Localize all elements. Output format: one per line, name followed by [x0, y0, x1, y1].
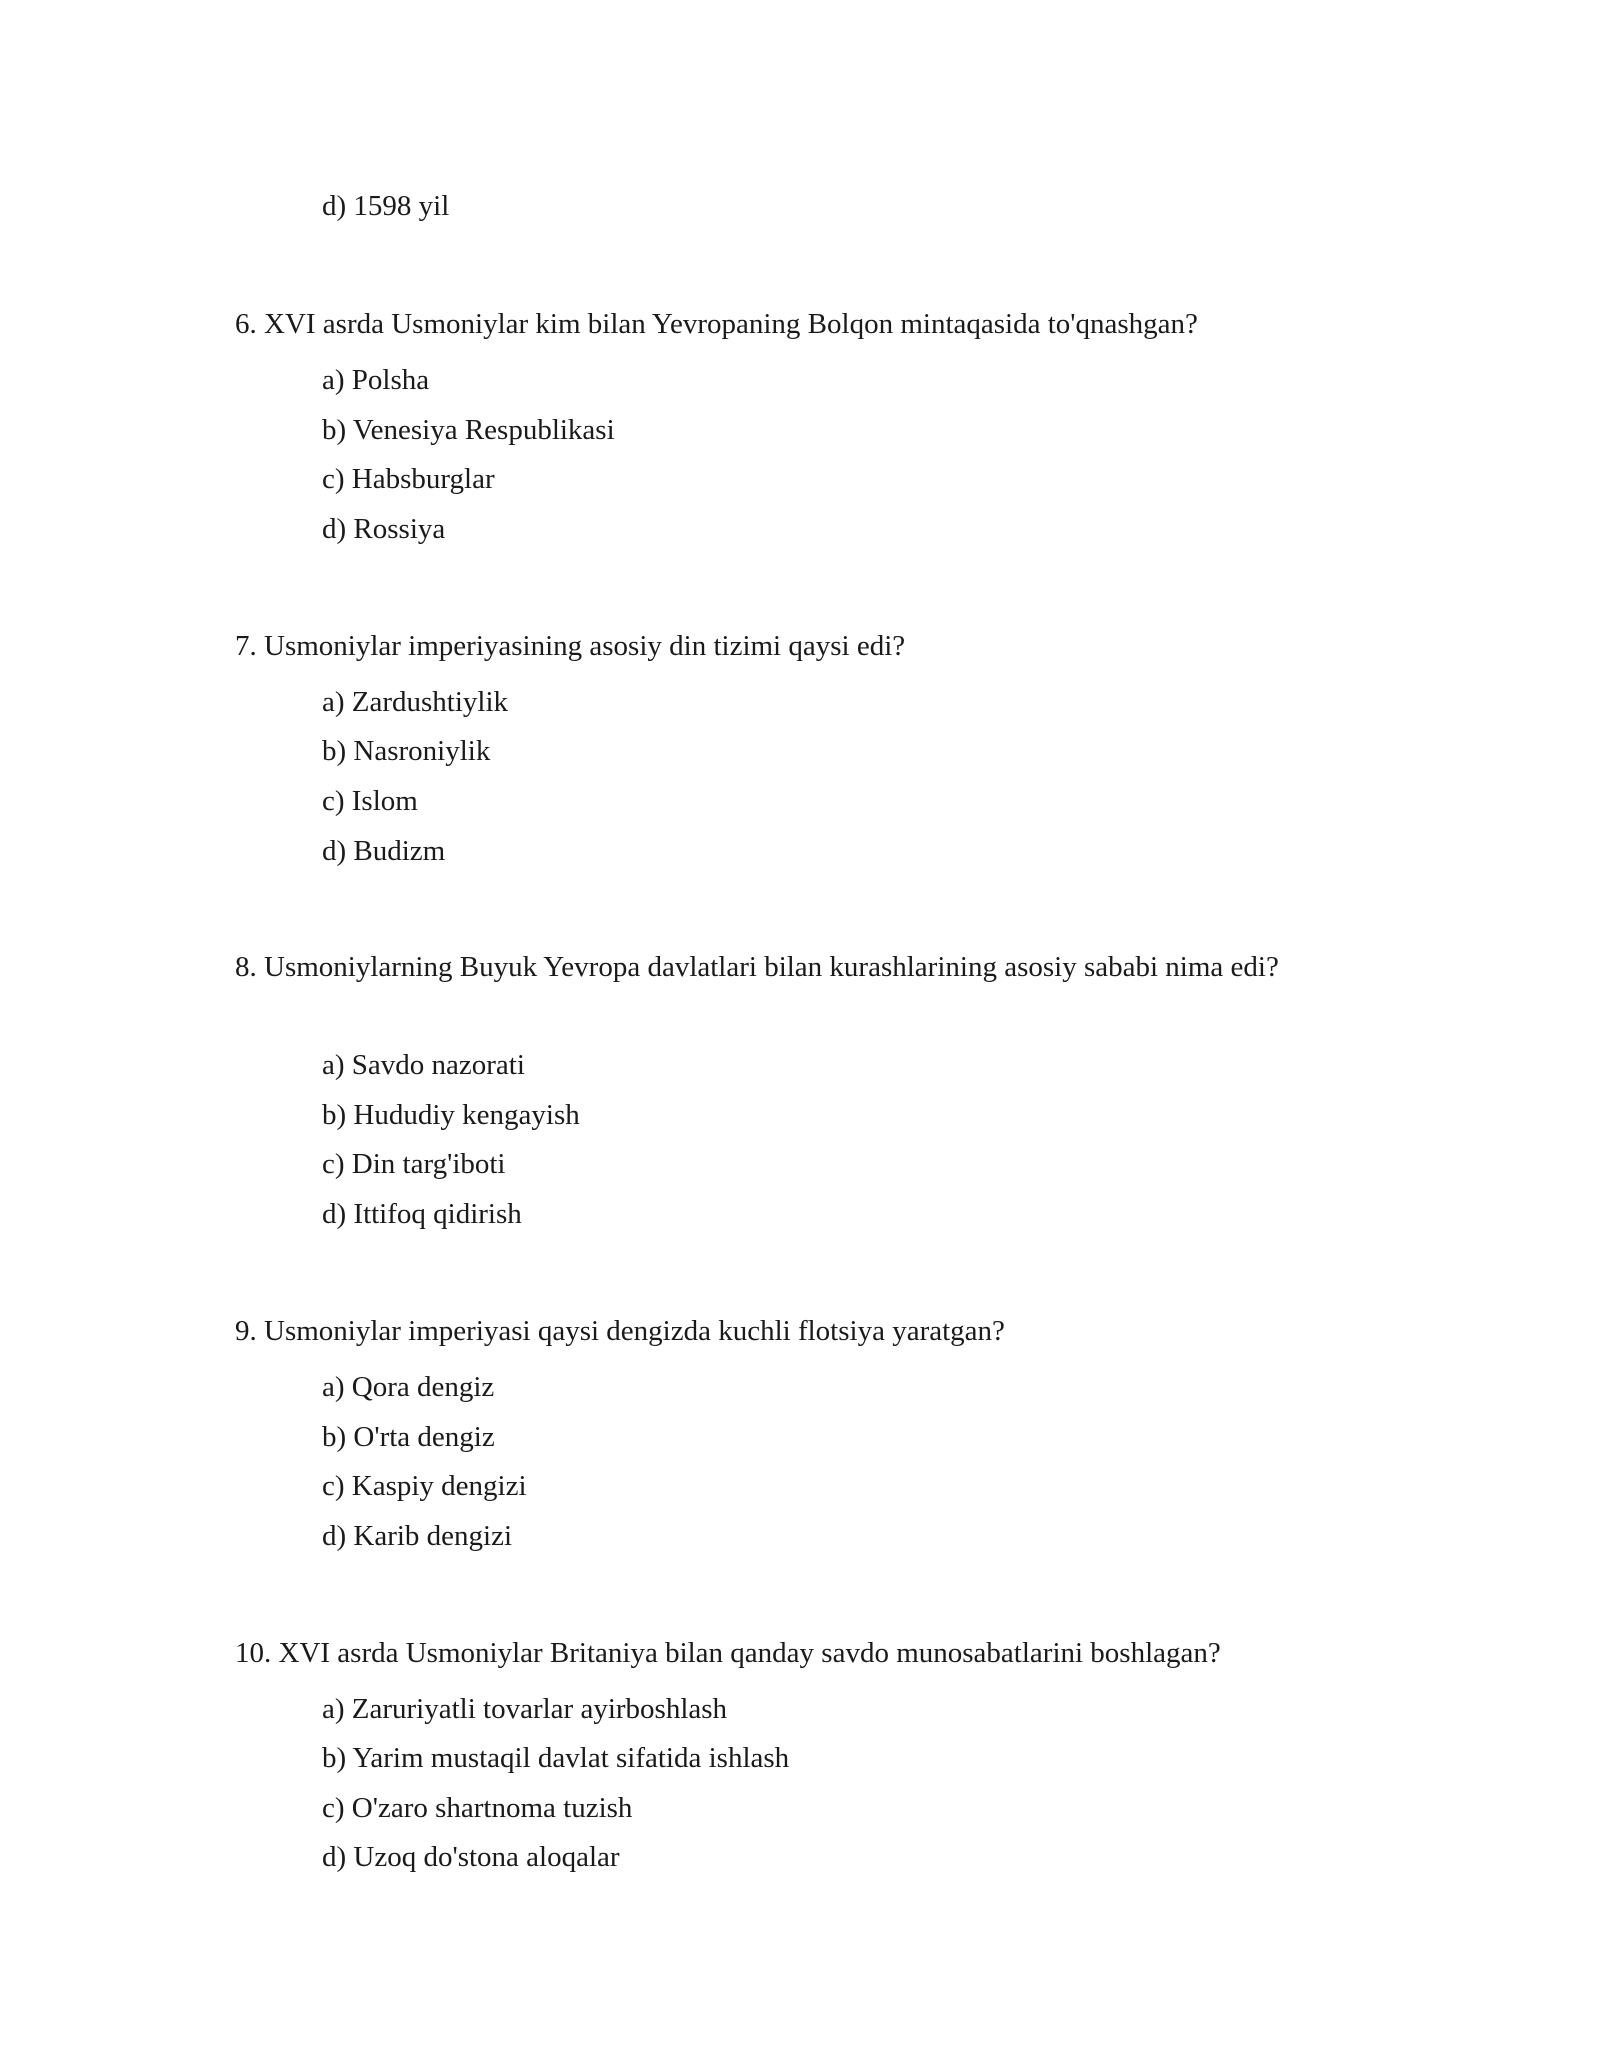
question-6: 6. XVI asrda Usmoniylar kim bilan Yevropaning Bolqon mintaqasida to'qnashgan? — [235, 308, 1198, 340]
question-10-option-d: d) Uzoq do'stona aloqalar — [322, 1841, 620, 1873]
question-9-option-d: d) Karib dengizi — [322, 1520, 513, 1552]
question-6-option-d: d) Rossiya — [322, 513, 446, 545]
question-9-option-c: c) Kaspiy dengizi — [322, 1470, 527, 1502]
question-7-option-c: c) Islom — [322, 785, 418, 817]
carryover-option: d) 1598 yil — [322, 190, 450, 222]
question-6-option-b: b) Venesiya Respublikasi — [322, 414, 615, 446]
question-9-option-a: a) Qora dengiz — [322, 1371, 495, 1403]
question-8-option-d: d) Ittifoq qidirish — [322, 1198, 522, 1230]
question-7-option-a: a) Zardushtiylik — [322, 686, 509, 718]
question-9: 9. Usmoniylar imperiyasi qaysi dengizda kuchli flotsiya yaratgan? — [235, 1315, 1005, 1347]
question-8-option-a: a) Savdo nazorati — [322, 1049, 525, 1081]
question-8-option-c: c) Din targ'iboti — [322, 1148, 506, 1180]
question-10: 10. XVI asrda Usmoniylar Britaniya bilan qanday savdo munosabatlarini boshlagan? — [235, 1637, 1221, 1669]
question-8-option-b: b) Hududiy kengayish — [322, 1099, 580, 1131]
question-10-option-c: c) O'zaro shartnoma tuzish — [322, 1792, 633, 1824]
question-6-option-c: c) Habsburglar — [322, 463, 495, 495]
question-7-option-d: d) Budizm — [322, 835, 446, 867]
question-10-option-b: b) Yarim mustaqil davlat sifatida ishlash — [322, 1742, 790, 1774]
question-7-option-b: b) Nasroniylik — [322, 735, 491, 767]
question-7: 7. Usmoniylar imperiyasining asosiy din tizimi qaysi edi? — [235, 630, 906, 662]
question-6-option-a: a) Polsha — [322, 364, 430, 396]
question-10-option-a: a) Zaruriyatli tovarlar ayirboshlash — [322, 1693, 728, 1725]
question-8: 8. Usmoniylarning Buyuk Yevropa davlatlari bilan kurashlarining asosiy sababi nima edi? — [235, 951, 1279, 983]
question-9-option-b: b) O'rta dengiz — [322, 1421, 495, 1453]
